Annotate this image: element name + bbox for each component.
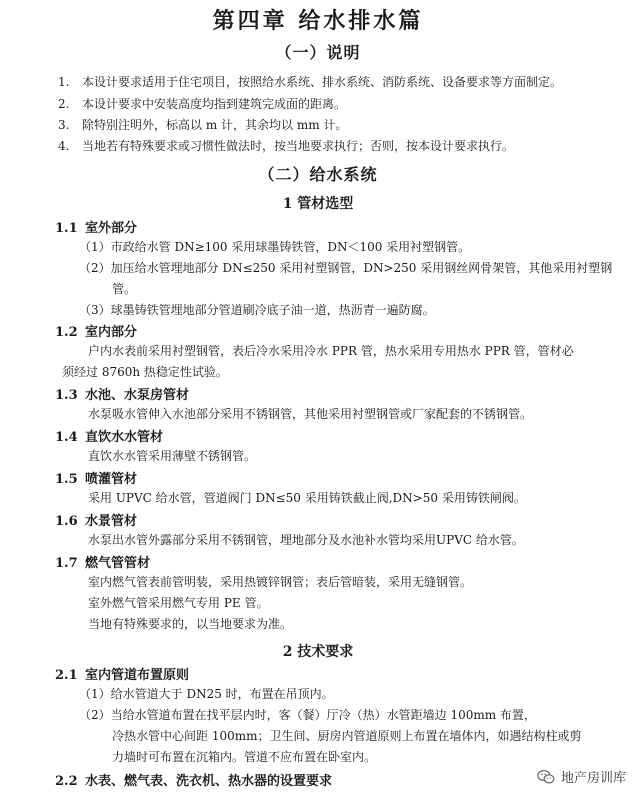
note-number: 1. [58, 75, 70, 89]
note-text: 除特别注明外，标高以 m 计，其余均以 mm 计。 [82, 118, 348, 132]
note-item [58, 137, 514, 154]
heading-text: 水景管材 [85, 514, 138, 529]
note-item [58, 73, 562, 90]
heading-1-1 [55, 217, 137, 236]
paragraph-line: 力墙时可布置在沉箱内。管道不应布置在卧室内。 [112, 750, 377, 764]
heading-text: 喷灌管材 [85, 472, 138, 487]
wechat-icon [537, 769, 555, 785]
heading-1-3 [55, 384, 189, 403]
heading-text: 燃气管管材 [85, 556, 151, 571]
note-number: 3. [58, 118, 70, 132]
heading-1-5 [55, 468, 137, 487]
paragraph-line: （3）球墨铸铁管埋地部分管道刷冷底子油一道，热沥青一遍防腐。 [79, 303, 435, 317]
heading-text: 室内管道布置原则 [85, 668, 190, 683]
paragraph-line: （1）给水管道大于 DN25 时，布置在吊顶内。 [79, 687, 334, 701]
subsection-title-technical-requirements: 2 技术要求 [282, 644, 354, 660]
heading-number: 1.4 [55, 430, 78, 445]
note-number: 4. [58, 139, 70, 153]
section-title-explanation: （一）说明 [275, 43, 361, 62]
heading-text: 室外部分 [85, 221, 138, 236]
heading-number: 1.6 [55, 514, 78, 529]
heading-1-6 [55, 510, 137, 529]
heading-number: 1.3 [55, 388, 78, 403]
paragraph-line: 室内燃气管表前管明装，采用热镀锌钢管；表后管暗装，采用无缝钢管。 [88, 575, 473, 589]
heading-2-2 [55, 770, 332, 789]
heading-number: 2.2 [55, 774, 78, 789]
heading-number: 1.2 [55, 325, 78, 340]
paragraph-line: 管。 [112, 282, 137, 296]
note-item [58, 95, 346, 112]
watermark [537, 762, 626, 791]
section-title-water-supply: （二）给水系统 [258, 165, 378, 184]
chapter-title: 第四章 给水排水篇 [212, 8, 424, 34]
note-item [58, 116, 347, 133]
heading-1-4 [55, 426, 163, 445]
paragraph-line: 采用 UPVC 给水管，管道阀门 DN≤50 采用铸铁截止阀,DN>50 采用铸铁闸阀。 [88, 491, 526, 505]
note-text: 本设计要求适用于住宅项目，按照给水系统、排水系统、消防系统、设备要求等方面制定。 [82, 75, 563, 89]
paragraph-line: 室外燃气管采用燃气专用 PE 管。 [88, 596, 269, 610]
paragraph-line: （2）当给水管道布置在找平层内时，客（餐）厅冷（热）水管距墙边 100mm 布置， [79, 708, 536, 722]
paragraph-line: 冷热水管中心间距 100mm；卫生间、厨房内管道原则上布置在墙体内，如遇结构柱或剪 [112, 729, 582, 743]
note-text: 本设计要求中安装高度均指到建筑完成面的距离。 [82, 97, 347, 111]
watermark-text: 地产房训库 [560, 771, 626, 786]
heading-1-7 [55, 552, 150, 571]
paragraph-line: 户内水表前采用衬塑钢管，表后冷水采用冷水 PPR 管，热水采用专用热水 PPR 管，管材必 [88, 344, 574, 358]
heading-text: 水池、水泵房管材 [85, 388, 190, 403]
heading-number: 1.5 [55, 472, 78, 487]
note-text: 当地若有特殊要求或习惯性做法时，按当地要求执行；否则，按本设计要求执行。 [82, 139, 515, 153]
heading-text: 水表、燃气表、洗衣机、热水器的设置要求 [85, 774, 333, 789]
heading-text: 室内部分 [85, 325, 138, 340]
heading-number: 1.1 [55, 221, 78, 236]
paragraph-line: 水泵出水管外露部分采用不锈钢管，埋地部分及水池补水管均采用UPVC 给水管。 [88, 533, 524, 547]
paragraph-line: 当地有特殊要求的，以当地要求为准。 [88, 617, 293, 631]
note-number: 2. [58, 97, 70, 111]
paragraph-line: （2）加压给水管埋地部分 DN≤250 采用衬塑钢管，DN>250 采用钢丝网骨架管，其他采用衬塑钢 [79, 261, 613, 275]
paragraph-line: （1）市政给水管 DN≥100 采用球墨铸铁管，DN＜100 采用衬塑钢管。 [79, 240, 471, 254]
heading-1-2 [55, 321, 137, 340]
paragraph-line: 水泵吸水管伸入水池部分采用不锈钢管，其他采用衬塑钢管或厂家配套的不锈钢管。 [88, 407, 533, 421]
paragraph-line: 直饮水水管采用薄壁不锈钢管。 [88, 449, 257, 463]
heading-text: 直饮水水管材 [85, 430, 164, 445]
heading-number: 2.1 [55, 668, 78, 683]
heading-2-1 [55, 664, 189, 683]
subsection-title-pipe-selection: 1 管材选型 [282, 196, 354, 212]
paragraph-line: 须经过 8760h 热稳定性试验。 [62, 365, 228, 379]
heading-number: 1.7 [55, 556, 78, 571]
